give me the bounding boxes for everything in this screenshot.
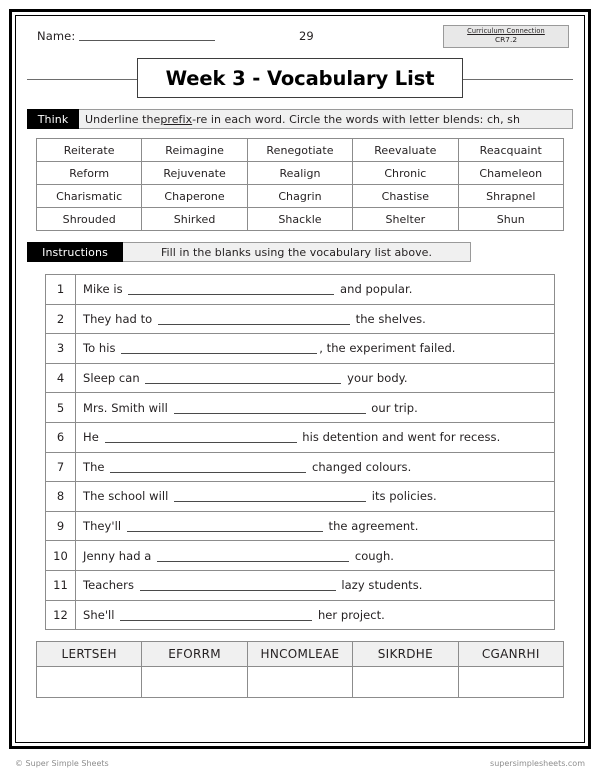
scramble-answer-cell[interactable] [458,667,563,698]
vocabulary-word: Shun [458,208,563,231]
page-inner-border [15,15,585,743]
worksheet-header [27,25,573,55]
word-scramble-table [36,641,564,698]
scramble-header-row [37,642,564,667]
think-instruction-text [79,109,573,129]
fill-in-the-blank-table [45,274,555,630]
sentence-row [46,334,555,364]
name-blank-line[interactable] [79,31,215,41]
scrambled-word: SIKRDHE [353,642,458,667]
scrambled-word: CGANRHI [458,642,563,667]
sentence-number: 3 [46,334,76,364]
sentence-row [46,363,555,393]
vocabulary-word: Realign [247,162,352,185]
sentence-text-after: his detention and went for recess. [298,430,501,445]
scramble-answer-cell[interactable] [247,667,352,698]
sentence-text-before: They had to [83,311,156,326]
sentence-row [46,511,555,541]
curriculum-code: CR7.2 [494,34,518,44]
sentence-text [76,304,555,334]
sentence-number: 5 [46,393,76,423]
page-title: Week 3 - Vocabulary List [137,58,463,98]
vocabulary-word: Renegotiate [247,139,352,162]
sentence-text [76,334,555,364]
sentence-row [46,541,555,571]
vocabulary-word: Chameleon [458,162,563,185]
sentence-text [76,275,555,305]
sentence-number: 1 [46,275,76,305]
answer-blank[interactable] [174,403,366,414]
think-text-underlined: prefix [160,112,193,126]
sentence-number: 7 [46,452,76,482]
sentence-row [46,600,555,630]
sentence-text [76,511,555,541]
vocabulary-word: Reacquaint [458,139,563,162]
vocabulary-word: Shrouded [37,208,142,231]
answer-blank[interactable] [120,610,312,621]
vocabulary-row [37,208,564,231]
vocabulary-word: Reevaluate [353,139,458,162]
sentence-text-before: Mike is [83,282,127,297]
sentence-text [76,452,555,482]
scramble-table-wrap [27,641,573,698]
vocabulary-row [37,185,564,208]
vocabulary-word: Shrapnel [458,185,563,208]
instructions-tag: Instructions [27,242,123,262]
curriculum-connection-badge [443,25,569,48]
website-text: supersimplesheets.com [490,758,585,768]
sentence-text-after: our trip. [367,400,418,415]
sentence-row [46,452,555,482]
sentence-text-before: Mrs. Smith will [83,400,172,415]
instructions-bar [27,242,573,262]
scrambled-word: LERTSEH [37,642,142,667]
sentence-text-after: its policies. [368,489,437,504]
sentence-text-after: your body. [343,371,408,386]
vocabulary-word: Reform [37,162,142,185]
sentence-text-after: cough. [351,548,395,563]
sentence-text-after: the shelves. [351,311,426,326]
sentence-number: 12 [46,600,76,630]
answer-blank[interactable] [157,551,349,562]
sentence-text-before: They'll [83,519,125,534]
vocabulary-word: Chronic [353,162,458,185]
page-number: 29 [299,29,314,43]
sentence-text-after: her project. [314,607,385,622]
sentence-text-before: She'll [83,607,119,622]
sentence-table-wrap [27,274,573,630]
copyright-text: © Super Simple Sheets [15,758,109,768]
think-tag: Think [27,109,79,129]
answer-blank[interactable] [127,521,323,532]
name-field[interactable] [37,29,215,43]
think-bar [27,109,573,129]
sentence-text-before: Sleep can [83,371,144,386]
sentence-text-before: Jenny had a [83,548,156,563]
page-frame [9,9,591,749]
worksheet-footer [9,755,591,771]
sentence-text [76,422,555,452]
curriculum-connection-label: Curriculum Connection [467,27,545,35]
vocabulary-word: Shackle [247,208,352,231]
sentence-text-after: lazy students. [337,578,423,593]
sentence-row [46,482,555,512]
sentence-text-before: He [83,430,103,445]
scramble-answer-cell[interactable] [353,667,458,698]
scrambled-word: HNCOMLEAE [247,642,352,667]
vocabulary-word: Shirked [142,208,247,231]
scramble-answer-cell[interactable] [37,667,142,698]
sentence-row [46,570,555,600]
answer-blank[interactable] [158,314,350,325]
scrambled-word: EFORRM [142,642,247,667]
sentence-number: 10 [46,541,76,571]
vocabulary-row [37,139,564,162]
sentence-text-before: The [83,459,109,474]
sentence-row [46,393,555,423]
sentence-text [76,541,555,571]
sentence-text [76,570,555,600]
sentence-row [46,304,555,334]
vocabulary-word: Rejuvenate [142,162,247,185]
sentence-text-after: the agreement. [324,519,419,534]
sentence-text-after: , the experiment failed. [319,341,456,356]
sentence-text-before: The school will [83,489,173,504]
vocabulary-word: Shelter [353,208,458,231]
sentence-text [76,482,555,512]
sentence-number: 6 [46,422,76,452]
vocabulary-word: Charismatic [37,185,142,208]
sentence-text-before: Teachers [83,578,138,593]
answer-blank[interactable] [128,284,334,295]
sentence-number: 11 [46,570,76,600]
sentence-number: 8 [46,482,76,512]
title-band [27,58,573,100]
sentence-text-after: changed colours. [308,459,412,474]
answer-blank[interactable] [110,462,306,473]
vocabulary-word: Reiterate [37,139,142,162]
answer-blank[interactable] [145,373,341,384]
sentence-text [76,393,555,423]
sentence-number: 2 [46,304,76,334]
answer-blank[interactable] [140,580,336,591]
sentence-text-before: To his [83,341,120,356]
vocabulary-table-wrap [27,138,573,231]
sentence-number: 9 [46,511,76,541]
vocabulary-row [37,162,564,185]
sentence-text [76,363,555,393]
sentence-text [76,600,555,630]
sentence-row [46,422,555,452]
think-text-before: Underline the [85,112,161,126]
sentence-number: 4 [46,363,76,393]
vocabulary-table [36,138,564,231]
think-text-after: -re in each word. Circle the words with letter blends: ch, sh [192,112,520,126]
vocabulary-word: Reimagine [142,139,247,162]
sentence-row [46,275,555,305]
scramble-answer-cell[interactable] [142,667,247,698]
answer-blank[interactable] [105,432,297,443]
scramble-answer-row [37,667,564,698]
instructions-text: Fill in the blanks using the vocabulary list above. [123,242,471,262]
name-label: Name: [37,29,76,43]
vocabulary-word: Chastise [353,185,458,208]
answer-blank[interactable] [121,343,317,354]
vocabulary-word: Chaperone [142,185,247,208]
sentence-text-after: and popular. [336,282,413,297]
vocabulary-word: Chagrin [247,185,352,208]
answer-blank[interactable] [174,491,366,502]
worksheet-content [16,16,584,742]
